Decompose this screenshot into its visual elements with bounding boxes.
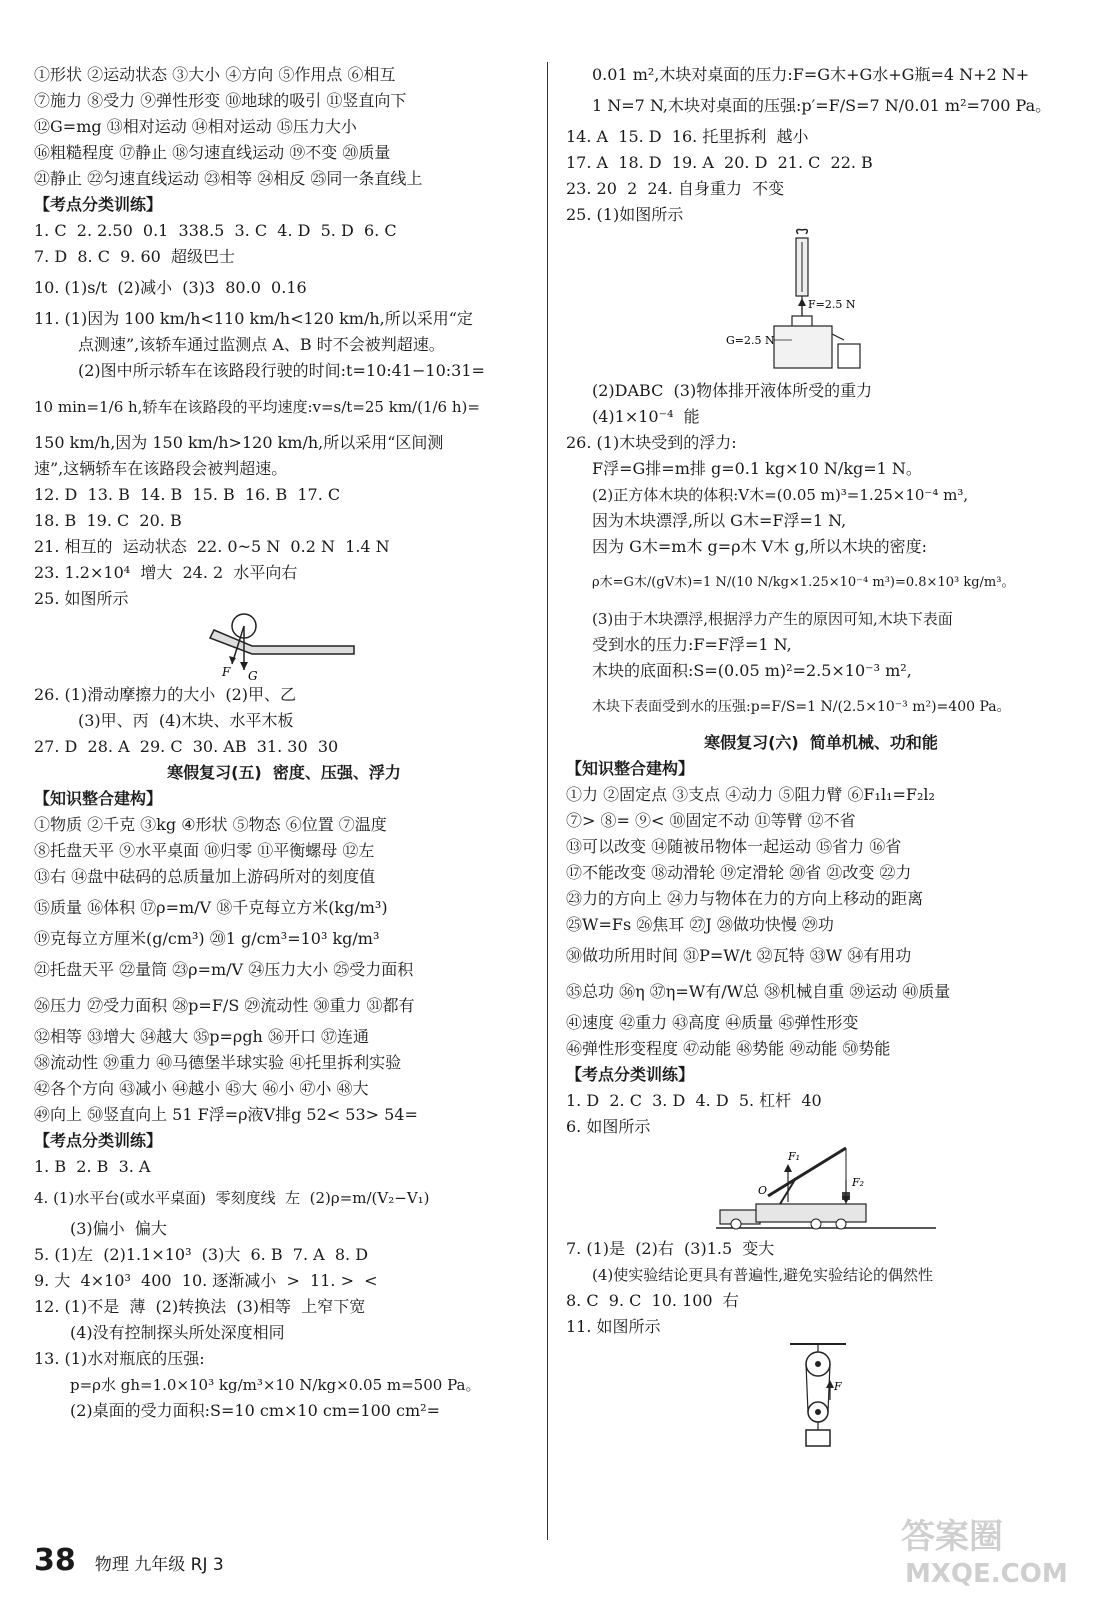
figure-ball-on-slope [34,612,534,682]
text-line: 26. (1)滑动摩擦力的大小 (2)甲、乙 [34,685,297,704]
text-line: ⑮质量 ⑯体积 ⑰ρ=m/V ⑱千克每立方米(kg/m³) [34,898,388,917]
text-line: (3)甲、丙 (4)木块、水平木板 [78,711,294,730]
text-line: (4)使实验结论更具有普遍性,避免实验结论的偶然性 [592,1266,934,1284]
text-line: ①力 ②固定点 ③支点 ④动力 ⑤阻力臂 ⑥F₁l₁=F₂l₂ [566,785,935,804]
text-line: 26. (1)木块受到的浮力: [566,433,737,452]
page-number: 38 [34,1543,76,1578]
text-line: ⑯粗糙程度 ⑰静止 ⑱匀速直线运动 ⑲不变 ⑳质量 [34,143,391,162]
weight-label: G=2.5 N [726,334,775,347]
right-block-d [566,1236,1076,1340]
watermark-line1: 答案圈 [901,1517,1003,1557]
text-line: 8. C 9. C 10. 100 右 [566,1291,739,1310]
text-line: 12. (1)不是 薄 (2)转换法 (3)相等 上窄下宽 [34,1297,366,1316]
text-line: ㉓力的方向上 ㉔力与物体在力的方向上移动的距离 [566,889,924,908]
text-line: 18. B 19. C 20. B [34,511,182,530]
pivot-o-label: O [758,1184,768,1197]
text-line: p=ρ水 gh=1.0×10³ kg/m³×10 N/kg×0.05 m=500 Pa。 [70,1376,481,1394]
pull-force-label: F [834,1380,842,1393]
text-line: ⑲克每立方厘米(g/cm³) ⑳1 g/cm³=10³ kg/m³ [34,929,380,948]
text-line: ㉚做功所用时间 ㉛P=W/t ㉜瓦特 ㉝W ㉞有用功 [566,946,912,965]
text-line: ⑰不能改变 ⑱动滑轮 ⑲定滑轮 ⑳省 ㉑改变 ㉒力 [566,863,912,882]
text-line: 10. (1)s/t (2)减小 (3)3 80.0 0.16 [34,278,307,297]
text-line: 12. D 13. B 14. B 15. B 16. B 17. C [34,485,341,504]
force-label: F [222,665,231,679]
text-line: 17. A 18. D 19. A 20. D 21. C 22. B [566,153,873,172]
text-line: 9. 大 4×10³ 400 10. 逐渐减小 > 11. > < [34,1271,378,1290]
text-line: (2)正方体木块的体积:V木=(0.05 m)³=1.25×10⁻⁴ m³, [592,486,969,504]
figure-spring-scale-beaker [566,228,1076,378]
right-column [566,62,1076,1450]
column-divider [547,62,548,1540]
right-block-c [566,756,1076,1140]
section-heading: 【知识整合建构】 [566,759,695,778]
text-line: (3)偏小 偏大 [70,1219,167,1238]
section-heading: 【考点分类训练】 [566,1065,695,1084]
text-line: 5. (1)左 (2)1.1×10³ (3)大 6. B 7. A 8. D [34,1245,369,1264]
figure-crane-truck [566,1140,1076,1236]
text-line: 因为木块漂浮,所以 G木=F浮=1 N, [592,511,847,530]
text-line: ㊻弹性形变程度 ㊼动能 ㊽势能 ㊾动能 ㊿势能 [566,1039,891,1058]
text-line: 11. (1)因为 100 km/h<110 km/h<120 km/h,所以采用“定 [34,309,473,328]
text-line: ㉖压力 ㉗受力面积 ㉘p=F/S ㉙流动性 ㉚重力 ㉛都有 [34,996,415,1015]
text-line: 木块下表面受到水的压强:p=F/S=1 N/(2.5×10⁻³ m²)=400 Pa。 [592,699,1011,715]
section-heading: 【知识整合建构】 [34,789,163,808]
watermark-logo [891,1510,1091,1594]
gravity-label: G [248,669,258,682]
watermark-graphic [891,1510,1091,1590]
text-line: 23. 20 2 24. 自身重力 不变 [566,179,785,198]
text-line: 4. (1)水平台(或水平桌面) 零刻度线 左 (2)ρ=m/(V₂−V₁) [34,1189,430,1207]
text-line: ㉕W=Fs ㉖焦耳 ㉗J ㉘做功快慢 ㉙功 [566,915,834,934]
text-line: 150 km/h,因为 150 km/h>120 km/h,所以采用“区间测 [34,433,444,452]
text-line: ㉑静止 ㉒匀速直线运动 ㉓相等 ㉔相反 ㉕同一条直线上 [34,169,423,188]
text-line: 14. A 15. D 16. 托里拆利 越小 [566,127,809,146]
text-line: (2)图中所示轿车在该路段行驶的时间:t=10:41−10:31= [78,361,485,380]
watermark-line2: MXQE.COM [905,1559,1068,1589]
text-line: 23. 1.2×10⁴ 增大 24. 2 水平向右 [34,563,298,582]
text-line: 25. 如图所示 [34,589,129,608]
text-line: 1 N=7 N,木块对桌面的压强:p′=F/S=7 N/0.01 m²=700 Pa。 [592,96,1052,115]
text-line: ⑦> ⑧= ⑨< ⑩固定不动 ⑪等臂 ⑫不省 [566,811,856,830]
text-line: (2)桌面的受力面积:S=10 cm×10 cm=100 cm²= [70,1401,440,1420]
text-line: 1. C 2. 2.50 0.1 338.5 3. C 4. D 5. D 6. C [34,221,397,240]
figure-pulley [566,1340,1076,1450]
ball-slope-diagram [204,612,404,682]
text-line: 7. (1)是 (2)右 (3)1.5 变大 [566,1239,775,1258]
text-line: (4)没有控制探头所处深度相同 [70,1323,285,1342]
text-line: 11. 如图所示 [566,1317,661,1336]
text-line: ρ木=G木/(gV木)=1 N/(10 N/kg×1.25×10⁻⁴ m³)=0.8×10³ kg/m³。 [592,575,1015,590]
text-line: 因为 G木=m木 g=ρ木 V木 g,所以木块的密度: [592,537,928,556]
text-line: ㊳流动性 ㊴重力 ㊵马德堡半球实验 ㊶托里拆利实验 [34,1053,402,1072]
text-line: F浮=G排=m排 g=0.1 kg×10 N/kg=1 N。 [592,459,922,478]
left-block-b [34,682,534,760]
text-line: ⑦施力 ⑧受力 ⑨弹性形变 ⑩地球的吸引 ⑪竖直向下 [34,91,407,110]
text-line: ①形状 ②运动状态 ③大小 ④方向 ⑤作用点 ⑥相互 [34,65,396,84]
section-title-5: 寒假复习(五) 密度、压强、浮力 [167,763,401,782]
text-line: 27. D 28. A 29. C 30. AB 31. 30 30 [34,737,339,756]
text-line: 6. 如图所示 [566,1117,651,1136]
text-line: 1. D 2. C 3. D 4. D 5. 杠杆 40 [566,1091,822,1110]
section-title-6: 寒假复习(六) 简单机械、功和能 [704,733,938,752]
buoyancy-diagram [716,228,956,378]
text-line: ⑧托盘天平 ⑨水平桌面 ⑩归零 ⑪平衡螺母 ⑫左 [34,841,375,860]
text-line: 0.01 m²,木块对桌面的压力:F=G木+G水+G瓶=4 N+2 N+ [592,65,1030,84]
text-line: 10 min=1/6 h,轿车在该路段的平均速度:v=s/t=25 km/(1/6 h)= [34,398,480,416]
force-f1-label: F₁ [788,1150,801,1163]
text-line: ①物质 ②千克 ③kg ④形状 ⑤物态 ⑥位置 ⑦温度 [34,815,387,834]
text-line: ㉜相等 ㉝增大 ㉞越大 ㉟p=ρgh ㊱开口 ㊲连通 [34,1027,370,1046]
text-line: ⑬右 ⑭盘中砝码的总质量加上游码所对的刻度值 [34,867,376,886]
pulley-diagram [786,1340,866,1450]
text-line: (3)由于木块漂浮,根据浮力产生的原因可知,木块下表面 [592,610,953,628]
text-line: 点测速”,该轿车通过监测点 A、B 时不会被判超速。 [78,335,445,354]
text-line: ㉟总功 ㊱η ㊲η=W有/W总 ㊳机械自重 ㊴运动 ㊵质量 [566,982,951,1001]
text-line: 速”,这辆轿车在该路段会被判超速。 [34,459,288,478]
text-line: 21. 相互的 运动状态 22. 0~5 N 0.2 N 1.4 N [34,537,390,556]
text-line: 13. (1)水对瓶底的压强: [34,1349,205,1368]
text-line: 25. (1)如图所示 [566,205,684,224]
left-column [34,62,534,1424]
text-line: (2)DABC (3)物体排开液体所受的重力 [592,381,873,400]
section-heading: 【考点分类训练】 [34,1131,163,1150]
buoyancy-force-label: F=2.5 N [808,298,856,311]
page-footer [34,1543,224,1578]
text-line: 受到水的压力:F=F浮=1 N, [592,635,792,654]
right-block-b [566,378,1076,730]
text-line: ⑬可以改变 ⑭随被吊物体一起运动 ⑮省力 ⑯省 [566,837,902,856]
text-line: (4)1×10⁻⁴ 能 [592,407,700,426]
right-block-a [566,62,1076,228]
text-line: 1. B 2. B 3. A [34,1157,151,1176]
text-line: ㊶速度 ㊷重力 ㊸高度 ㊹质量 ㊺弹性形变 [566,1013,859,1032]
footer-text: 物理 九年级 RJ 3 [94,1555,224,1575]
force-f2-label: F₂ [852,1176,865,1189]
text-line: ㊷各个方向 ㊸减小 ㊹越小 ㊺大 ㊻小 ㊼小 ㊽大 [34,1079,369,1098]
text-line: 7. D 8. C 9. 60 超级巴士 [34,247,236,266]
left-block-c [34,786,534,1424]
section-heading: 【考点分类训练】 [34,195,163,214]
text-line: 木块的底面积:S=(0.05 m)²=2.5×10⁻³ m², [592,661,912,680]
crane-diagram [716,1140,936,1236]
left-block-a [34,62,534,612]
text-line: ㉑托盘天平 ㉒量筒 ㉓ρ=m/V ㉔压力大小 ㉕受力面积 [34,960,414,979]
text-line: ㊾向上 ㊿竖直向上 51 F浮=ρ液V排g 52< 53> 54= [34,1105,418,1124]
text-line: ⑫G=mg ⑬相对运动 ⑭相对运动 ⑮压力大小 [34,117,357,136]
